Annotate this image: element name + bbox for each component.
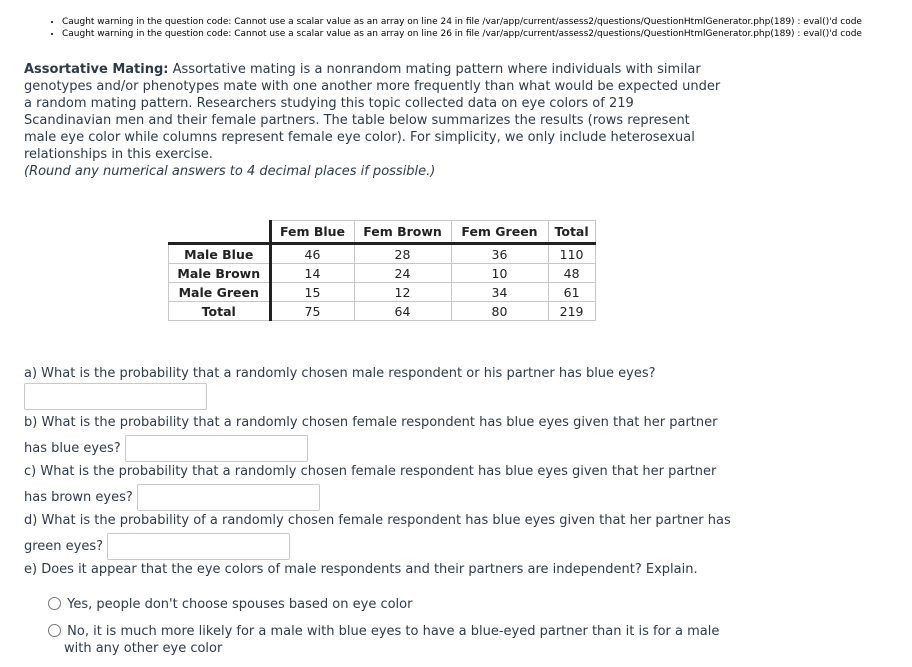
table-cell: 80 xyxy=(451,302,548,321)
table-cell: 75 xyxy=(270,302,354,321)
table-cell: 15 xyxy=(270,283,354,302)
table-cell: 34 xyxy=(451,283,548,302)
question-a: a) What is the probability that a randomly chosen male respondent or his partner has blue eyes? xyxy=(24,366,656,381)
radio-no[interactable] xyxy=(48,624,61,637)
question-d-line2 xyxy=(24,533,731,560)
table-cell: 64 xyxy=(354,302,451,321)
question-c xyxy=(24,460,716,511)
question-b-line1: b) What is the probability that a randomly chosen female respondent has blue eyes given that her partner xyxy=(24,415,718,430)
warning-list xyxy=(46,16,862,40)
table-cell: 28 xyxy=(354,244,451,264)
table-row xyxy=(169,283,596,302)
table-cell: 219 xyxy=(548,302,595,321)
answer-a-input[interactable] xyxy=(24,383,207,410)
option-yes-label: Yes, people don't choose spouses based on eye color xyxy=(67,597,413,612)
answer-d-input[interactable] xyxy=(107,533,290,560)
table-cell: 24 xyxy=(354,264,451,283)
table-cell: 36 xyxy=(451,244,548,264)
option-no-line2: with any other eye color xyxy=(64,641,223,656)
option-no[interactable] xyxy=(48,623,719,657)
col-header: Fem Blue xyxy=(270,221,354,244)
question-b xyxy=(24,411,718,462)
question-c-line1: c) What is the probability that a randomly chosen female respondent has blue eyes given that her partner xyxy=(24,464,717,479)
question-d-text: green eyes? xyxy=(24,539,104,554)
col-header: Total xyxy=(548,221,595,244)
question-d xyxy=(24,509,731,560)
table-cell: 48 xyxy=(548,264,595,283)
warning-item: • Caught warning in the question code: Cannot use a scalar value as an array on line 26 in file /var/app/current/assess2/questions/QuestionHtmlGenerator.php(189) : eval()'d code xyxy=(62,28,862,40)
question-d-line1: d) What is the probability of a randomly chosen female respondent has blue eyes given that her partner has xyxy=(24,513,731,528)
row-header: Male Blue xyxy=(169,244,271,264)
question-c-line2 xyxy=(24,484,716,511)
table-cell: 12 xyxy=(354,283,451,302)
table-cell: 14 xyxy=(270,264,354,283)
table-header-row xyxy=(169,221,596,244)
radio-yes[interactable] xyxy=(48,597,61,610)
question-b-text: has blue eyes? xyxy=(24,441,121,456)
question-c-text: has brown eyes? xyxy=(24,490,133,505)
answer-b-input[interactable] xyxy=(125,435,308,462)
table-cell: 110 xyxy=(548,244,595,264)
rounding-note: (Round any numerical answers to 4 decimal places if possible.) xyxy=(24,164,436,179)
warning-item: • Caught warning in the question code: Cannot use a scalar value as an array on line 24 in file /var/app/current/assess2/questions/QuestionHtmlGenerator.php(189) : eval()'d code xyxy=(62,16,862,28)
intro-text: Assortative mating is a nonrandom mating pattern where individuals with similar genotypes and/or phenotypes mate with one another more frequently than what would be expected under a random mating pattern. Researchers studying this topic collected data on eye colors of 219 Scandinavian men and their female partners. The table below summarizes the results (rows represent male eye color while columns represent female eye color). For simplicity, we only include heterosexual relationships in this exercise. xyxy=(24,62,721,162)
table-row xyxy=(169,302,596,321)
table-cell: 46 xyxy=(270,244,354,264)
question-b-line2 xyxy=(24,435,718,462)
table-row xyxy=(169,264,596,283)
row-header: Total xyxy=(169,302,271,321)
table-corner xyxy=(169,221,271,244)
option-yes[interactable] xyxy=(48,596,412,613)
row-header: Male Brown xyxy=(169,264,271,283)
option-no-line1 xyxy=(48,623,719,640)
intro-heading: Assortative Mating: xyxy=(24,62,169,77)
table-cell: 10 xyxy=(451,264,548,283)
answer-c-input[interactable] xyxy=(137,484,320,511)
table-cell: 61 xyxy=(548,283,595,302)
option-no-label: No, it is much more likely for a male with blue eyes to have a blue-eyed partner than it is for a male xyxy=(67,624,720,639)
question-e: e) Does it appear that the eye colors of male respondents and their partners are independent? Explain. xyxy=(24,562,698,577)
col-header: Fem Brown xyxy=(354,221,451,244)
row-header: Male Green xyxy=(169,283,271,302)
problem-intro xyxy=(24,61,724,163)
eye-color-table xyxy=(168,220,596,321)
table-row xyxy=(169,244,596,264)
col-header: Fem Green xyxy=(451,221,548,244)
